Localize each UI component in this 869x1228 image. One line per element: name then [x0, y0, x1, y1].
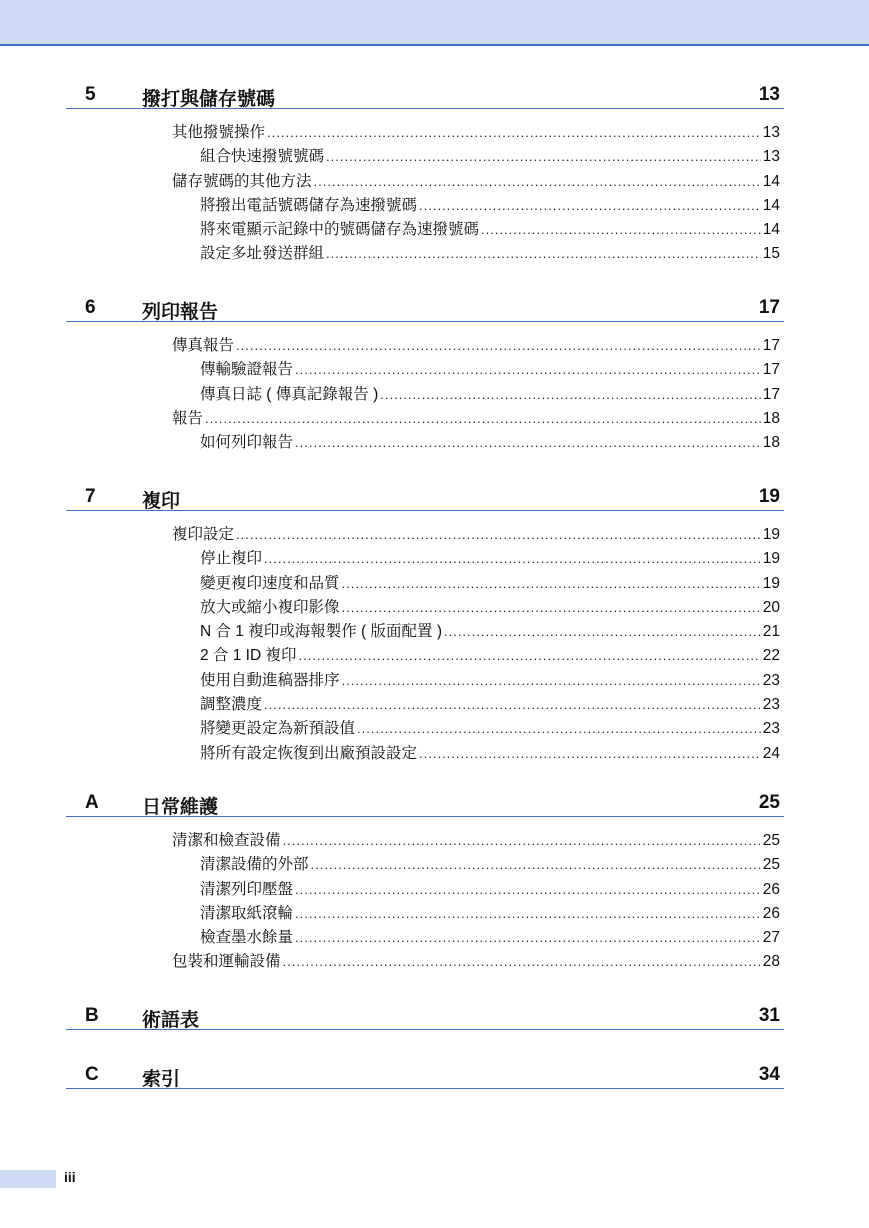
- toc-entry[interactable]: [66, 669, 784, 693]
- toc-entry[interactable]: [66, 407, 784, 431]
- footer-tab: [0, 1170, 56, 1188]
- entry-label: 清潔和檢查設備: [172, 832, 281, 849]
- entry-page: 13: [762, 124, 780, 141]
- entry-page: 19: [762, 550, 780, 568]
- entry-label: 如何列印報告: [200, 434, 294, 452]
- entry-label: 儲存號碼的其他方法: [172, 172, 312, 190]
- dot-leader: [481, 218, 761, 242]
- toc-entry[interactable]: [66, 950, 784, 974]
- dot-leader: [298, 644, 760, 668]
- dot-leader: [205, 407, 761, 431]
- toc-entry[interactable]: [66, 194, 784, 218]
- entry-page: 13: [762, 148, 780, 166]
- dot-leader: [283, 950, 761, 974]
- entry-label: 其他撥號操作: [172, 124, 266, 141]
- entry-page: 26: [762, 904, 780, 922]
- entry-page: 25: [762, 856, 780, 874]
- entry-label: 組合快速撥號號碼: [200, 148, 325, 166]
- entry-label: 清潔取紙滾輪: [200, 904, 294, 922]
- entry-label: 將撥出電話號碼儲存為速撥號碼: [200, 196, 418, 214]
- entry-page: 15: [762, 245, 780, 263]
- dot-leader: [444, 620, 761, 644]
- dot-leader: [326, 145, 761, 169]
- chapter-heading[interactable]: [66, 1062, 784, 1089]
- entry-page: 22: [762, 647, 780, 665]
- entry-label: 包裝和運輸設備: [172, 953, 281, 971]
- entry-page: 23: [762, 671, 780, 689]
- entry-label: 清潔列印壓盤: [200, 880, 294, 898]
- entry-label: 將變更設定為新預設值: [200, 720, 356, 738]
- chapter-title: 日常維護: [142, 797, 219, 818]
- entry-label: N 合 1 複印或海報製作 ( 版面配置 ): [200, 623, 442, 641]
- entry-label: 將來電顯示記錄中的號碼儲存為速撥號碼: [200, 221, 480, 239]
- chapter-heading[interactable]: [66, 295, 784, 322]
- chapter-entries: [66, 121, 784, 267]
- toc-entry[interactable]: [66, 572, 784, 596]
- chapter-title: 撥打與儲存號碼: [142, 89, 276, 110]
- entry-label: 傳輸驗證報告: [200, 361, 294, 379]
- toc-entry[interactable]: [66, 829, 784, 853]
- chapter-page-number: 31: [758, 1005, 780, 1026]
- toc-entry[interactable]: [66, 596, 784, 620]
- chapter-page-number: 13: [758, 84, 780, 105]
- dot-leader: [236, 523, 761, 547]
- chapter-number: A: [85, 792, 99, 813]
- entry-page: 18: [762, 434, 780, 452]
- entry-page: 17: [762, 385, 780, 403]
- dot-leader: [295, 878, 761, 902]
- entry-label: 報告: [172, 409, 204, 427]
- chapter-c: [66, 1062, 784, 1089]
- chapter-heading[interactable]: [66, 82, 784, 109]
- entry-label: 停止複印: [200, 550, 263, 568]
- dot-leader: [342, 669, 761, 693]
- entry-page: 17: [762, 337, 780, 354]
- dot-leader: [283, 829, 761, 853]
- dot-leader: [236, 334, 761, 358]
- toc-entry[interactable]: [66, 547, 784, 571]
- chapter-entries: [66, 523, 784, 766]
- toc-entry[interactable]: [66, 853, 784, 877]
- entry-label: 設定多址發送群組: [200, 245, 325, 263]
- dot-leader: [295, 358, 761, 382]
- entry-label: 檢查墨水餘量: [200, 929, 294, 947]
- toc-entry[interactable]: [66, 242, 784, 266]
- chapter-entries: [66, 334, 784, 455]
- toc-entry[interactable]: [66, 334, 784, 358]
- header-band: [0, 0, 869, 46]
- entry-label: 放大或縮小複印影像: [200, 598, 340, 616]
- dot-leader: [380, 383, 761, 407]
- toc-entry[interactable]: [66, 145, 784, 169]
- toc-entry[interactable]: [66, 717, 784, 741]
- chapter-a: [66, 790, 784, 975]
- chapter-page-number: 17: [758, 297, 780, 318]
- chapter-6: [66, 295, 784, 455]
- entry-label: 2 合 1 ID 複印: [200, 647, 297, 665]
- toc-entry[interactable]: [66, 170, 784, 194]
- entry-page: 19: [762, 526, 780, 543]
- chapter-heading[interactable]: [66, 1003, 784, 1030]
- toc-entry[interactable]: [66, 693, 784, 717]
- entry-page: 14: [762, 221, 780, 239]
- dot-leader: [295, 902, 761, 926]
- dot-leader: [342, 572, 761, 596]
- toc-entry[interactable]: [66, 620, 784, 644]
- chapter-heading[interactable]: [66, 484, 784, 511]
- entry-label: 清潔設備的外部: [200, 856, 309, 874]
- chapter-page-number: 19: [758, 486, 780, 507]
- chapter-entries: [66, 829, 784, 975]
- entry-page: 19: [762, 574, 780, 592]
- chapter-title: 列印報告: [142, 302, 219, 323]
- entry-page: 23: [762, 720, 780, 738]
- dot-leader: [357, 717, 761, 741]
- toc-entry[interactable]: [66, 383, 784, 407]
- entry-label: 傳真報告: [172, 337, 235, 354]
- toc-entry[interactable]: [66, 926, 784, 950]
- chapter-title: 術語表: [142, 1010, 200, 1031]
- entry-label: 複印設定: [172, 526, 235, 543]
- chapter-page-number: 34: [758, 1064, 780, 1085]
- dot-leader: [311, 853, 761, 877]
- toc-entry[interactable]: [66, 644, 784, 668]
- entry-page: 28: [762, 953, 780, 971]
- dot-leader: [295, 926, 761, 950]
- dot-leader: [264, 693, 761, 717]
- entry-page: 24: [762, 744, 780, 762]
- toc-entry[interactable]: [66, 742, 784, 766]
- chapter-number: B: [85, 1005, 99, 1026]
- entry-label: 傳真日誌 ( 傳真記錄報告 ): [200, 385, 379, 403]
- chapter-heading[interactable]: [66, 790, 784, 817]
- entry-label: 調整濃度: [200, 696, 263, 714]
- entry-page: 14: [762, 196, 780, 214]
- dot-leader: [326, 242, 761, 266]
- toc-entry[interactable]: [66, 358, 784, 382]
- chapter-b: [66, 1003, 784, 1030]
- chapter-title: 複印: [142, 491, 181, 512]
- entry-label: 將所有設定恢復到出廠預設設定: [200, 744, 418, 762]
- chapter-7: [66, 484, 784, 766]
- entry-label: 使用自動進稿器排序: [200, 671, 340, 689]
- dot-leader: [419, 742, 761, 766]
- entry-page: 17: [762, 361, 780, 379]
- dot-leader: [342, 596, 761, 620]
- entry-page: 14: [762, 172, 780, 190]
- chapter-number: C: [85, 1064, 99, 1085]
- entry-page: 25: [762, 832, 780, 849]
- dot-leader: [264, 547, 761, 571]
- toc-entry[interactable]: [66, 878, 784, 902]
- entry-page: 21: [762, 623, 780, 641]
- chapter-5: [66, 82, 784, 267]
- entry-page: 23: [762, 696, 780, 714]
- entry-page: 20: [762, 598, 780, 616]
- dot-leader: [295, 431, 761, 455]
- toc-entry[interactable]: [66, 902, 784, 926]
- dot-leader: [419, 194, 761, 218]
- chapter-number: 7: [85, 486, 96, 507]
- toc-entry[interactable]: [66, 523, 784, 547]
- chapter-title: 索引: [142, 1069, 181, 1090]
- chapter-number: 6: [85, 297, 96, 318]
- dot-leader: [314, 170, 761, 194]
- dot-leader: [267, 121, 761, 145]
- entry-label: 變更複印速度和品質: [200, 574, 340, 592]
- toc-entry[interactable]: [66, 121, 784, 145]
- toc-entry[interactable]: [66, 218, 784, 242]
- entry-page: 27: [762, 929, 780, 947]
- footer-page-number: iii: [64, 1169, 76, 1185]
- chapter-page-number: 25: [758, 792, 780, 813]
- entry-page: 18: [762, 409, 780, 427]
- toc-entry[interactable]: [66, 431, 784, 455]
- entry-page: 26: [762, 880, 780, 898]
- chapter-number: 5: [85, 84, 96, 105]
